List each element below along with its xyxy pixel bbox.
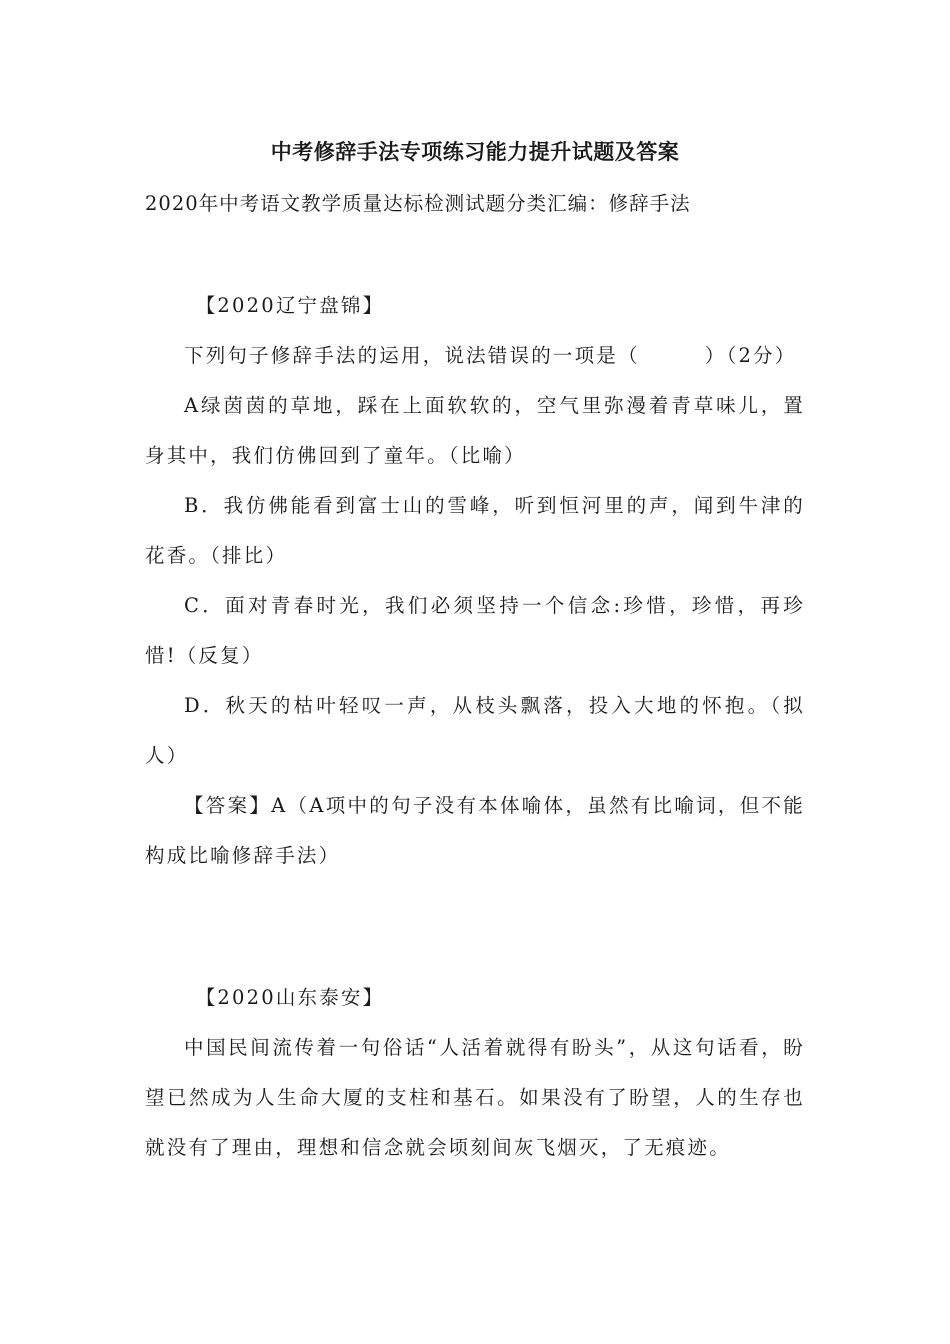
section-shandong-taian — [145, 973, 805, 1173]
option-c: C．面对青春时光，我们必须坚持一个信念:珍惜，珍惜，再珍惜!（反复） — [145, 594, 805, 667]
option-a: A绿茵茵的草地，踩在上面软软的，空气里弥漫着青草味儿，置身其中，我们仿佛回到了童年。（比喻） — [145, 394, 805, 467]
passage-text: 中国民间流传着一句俗话“人活着就得有盼头”，从这句话看，盼望已然成为人生命大厦的支柱和基石。如果没有了盼望，人的生存也就没有了理由，理想和信念就会顷刻间灰飞烟灭，了无痕迹。 — [145, 1036, 805, 1159]
document-subtitle: 2020年中考语文教学质量达标检测试题分类汇编：修辞手法 — [145, 192, 691, 215]
option-d: D．秋天的枯叶轻叹一声，从枝头飘落，投入大地的怀抱。（拟人） — [145, 694, 805, 767]
section-liaoning-panjin — [145, 281, 805, 881]
question-text: 下列句子修辞手法的运用，说法错误的一项是（ ）（2分） — [184, 344, 797, 367]
section-tag: 【2020辽宁盘锦】 — [195, 294, 385, 317]
option-b: B．我仿佛能看到富士山的雪峰，听到恒河里的声，闻到牛津的花香。（排比） — [145, 494, 805, 567]
answer-text: 【答案】A（A项中的句子没有本体喻体，虽然有比喻词，但不能构成比喻修辞手法） — [145, 794, 805, 867]
document-title: 中考修辞手法专项练习能力提升试题及答案 — [270, 140, 680, 164]
section-tag: 【2020山东泰安】 — [195, 986, 385, 1009]
